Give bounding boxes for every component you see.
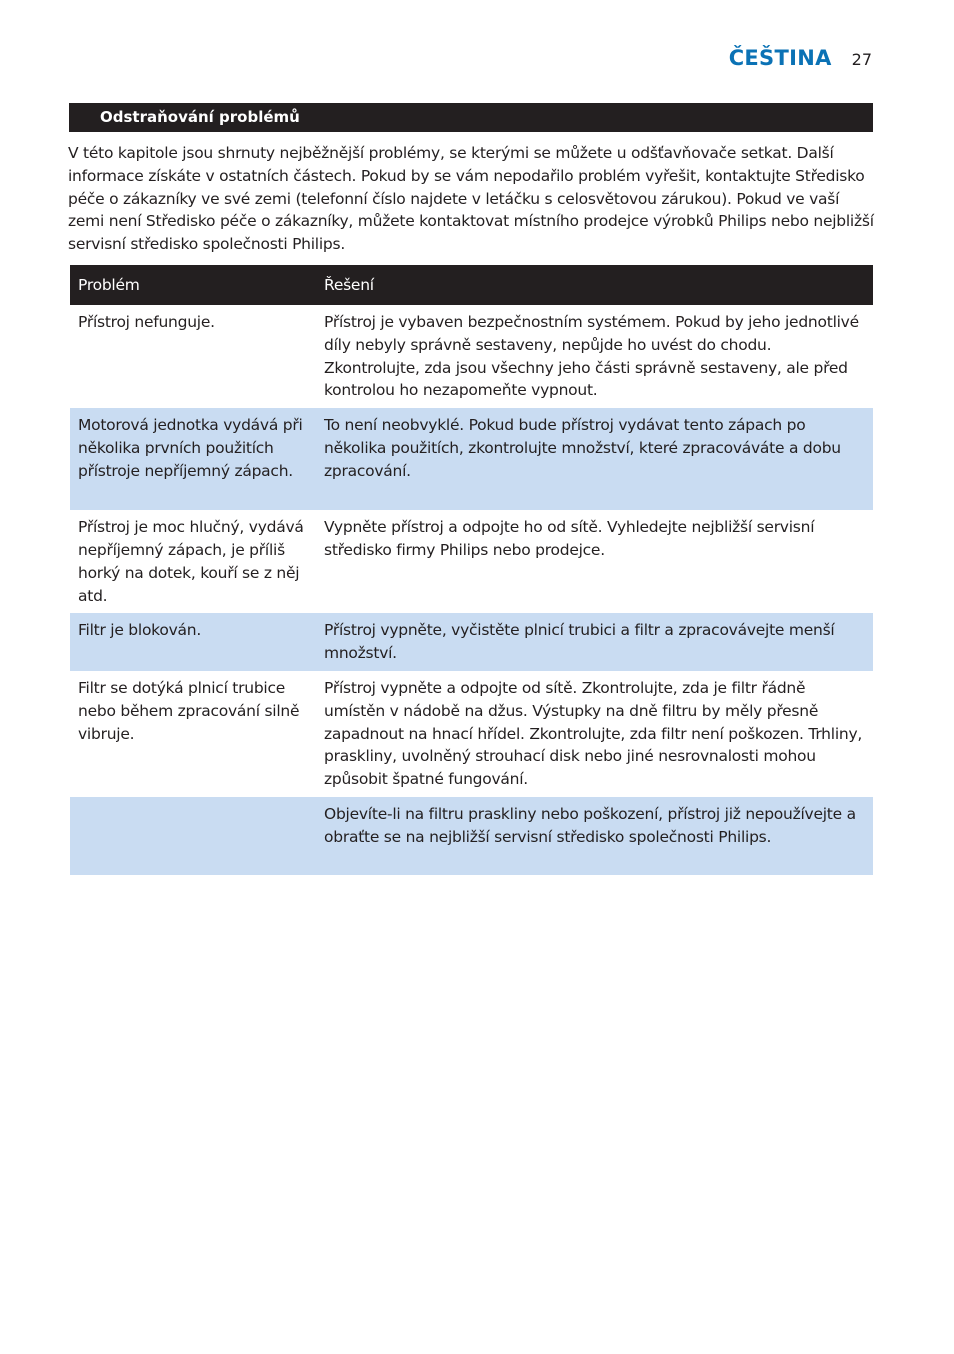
table-row xyxy=(70,408,873,510)
solution-cell: Přístroj je vybaven bezpečnostním systémem. Pokud by jeho jednotlivé díly nebyly správně sestaveny, nepůjde ho uvést do chodu. Zkontrolujte, zda jsou všechny jeho části správně sestaveny, ale před kontrolou ho nezapomeňte vypnout. xyxy=(324,313,859,400)
troubleshooting-table xyxy=(70,265,873,875)
language-label: ČEŠTINA xyxy=(728,46,832,70)
problem-cell: Filtr se dotýká plnicí trubice nebo během zpracování silně vibruje. xyxy=(78,678,300,743)
intro-paragraph: V této kapitole jsou shrnuty nejběžnější problémy, se kterými se můžete u odšťavňovače setkat. Další informace získáte v ostatních částech. Pokud by se vám nepodařilo problém vyřešit, kontaktujte Středisko péče o zákazníky ve své zemi (telefonní číslo najdete v letáčku s celosvětovou zárukou). Pokud ve vaší zemi není Středisko péče o zákazníky, můžete kontaktovat místního prodejce výrobků Philips nebo nejbližší servisní středisko společnosti Philips. xyxy=(68,144,874,254)
page-number: 27 xyxy=(851,50,872,69)
column-header-solution: Řešení xyxy=(316,265,873,305)
solution-cell: Vypněte přístroj a odpojte ho od sítě. Vyhledejte nejbližší servisní středisko firmy Philips nebo prodejce. xyxy=(324,518,815,559)
solution-cell: Objevíte-li na filtru praskliny nebo poškození, přístroj již nepoužívejte a obraťte se na nejbližší servisní středisko společnosti Philips. xyxy=(316,797,873,875)
column-header-problem: Problém xyxy=(70,265,316,305)
table-row xyxy=(70,613,873,671)
solution-cell: Přístroj vypněte a odpojte od sítě. Zkontrolujte, zda je filtr řádně umístěn v nádobě na džus. Výstupky na dně filtru by měly přesně zapadnout na hnací hřídel. Zkontrolujte, zda filtr není poškozen. Trhliny, praskliny, uvolněný strouhací disk nebo jiné nesrovnalosti mohou způsobit špatné fungování. xyxy=(324,678,863,789)
problem-cell: Přístroj nefunguje. xyxy=(78,313,215,331)
table-header-row xyxy=(70,265,873,305)
table-row xyxy=(70,797,873,875)
solution-cell: To není neobvyklé. Pokud bude přístroj vydávat tento zápach po několika použitích, zkontrolujte množství, které zpracováváte a dobu zpracování. xyxy=(316,408,873,510)
problem-cell: Filtr je blokován. xyxy=(70,613,316,671)
problem-cell: Přístroj je moc hlučný, vydává nepříjemný zápach, je příliš horký na dotek, kouří se z něj atd. xyxy=(78,518,304,605)
problem-cell xyxy=(70,797,316,875)
page-header xyxy=(729,46,872,70)
table-row xyxy=(70,305,873,408)
problem-cell: Motorová jednotka vydává při několika prvních použitích přístroje nepříjemný zápach. xyxy=(70,408,316,510)
section-title: Odstraňování problémů xyxy=(69,103,873,132)
table-row xyxy=(70,671,873,797)
solution-cell: Přístroj vypněte, vyčistěte plnicí trubici a filtr a zpracovávejte menší množství. xyxy=(316,613,873,671)
table-row xyxy=(70,510,873,613)
